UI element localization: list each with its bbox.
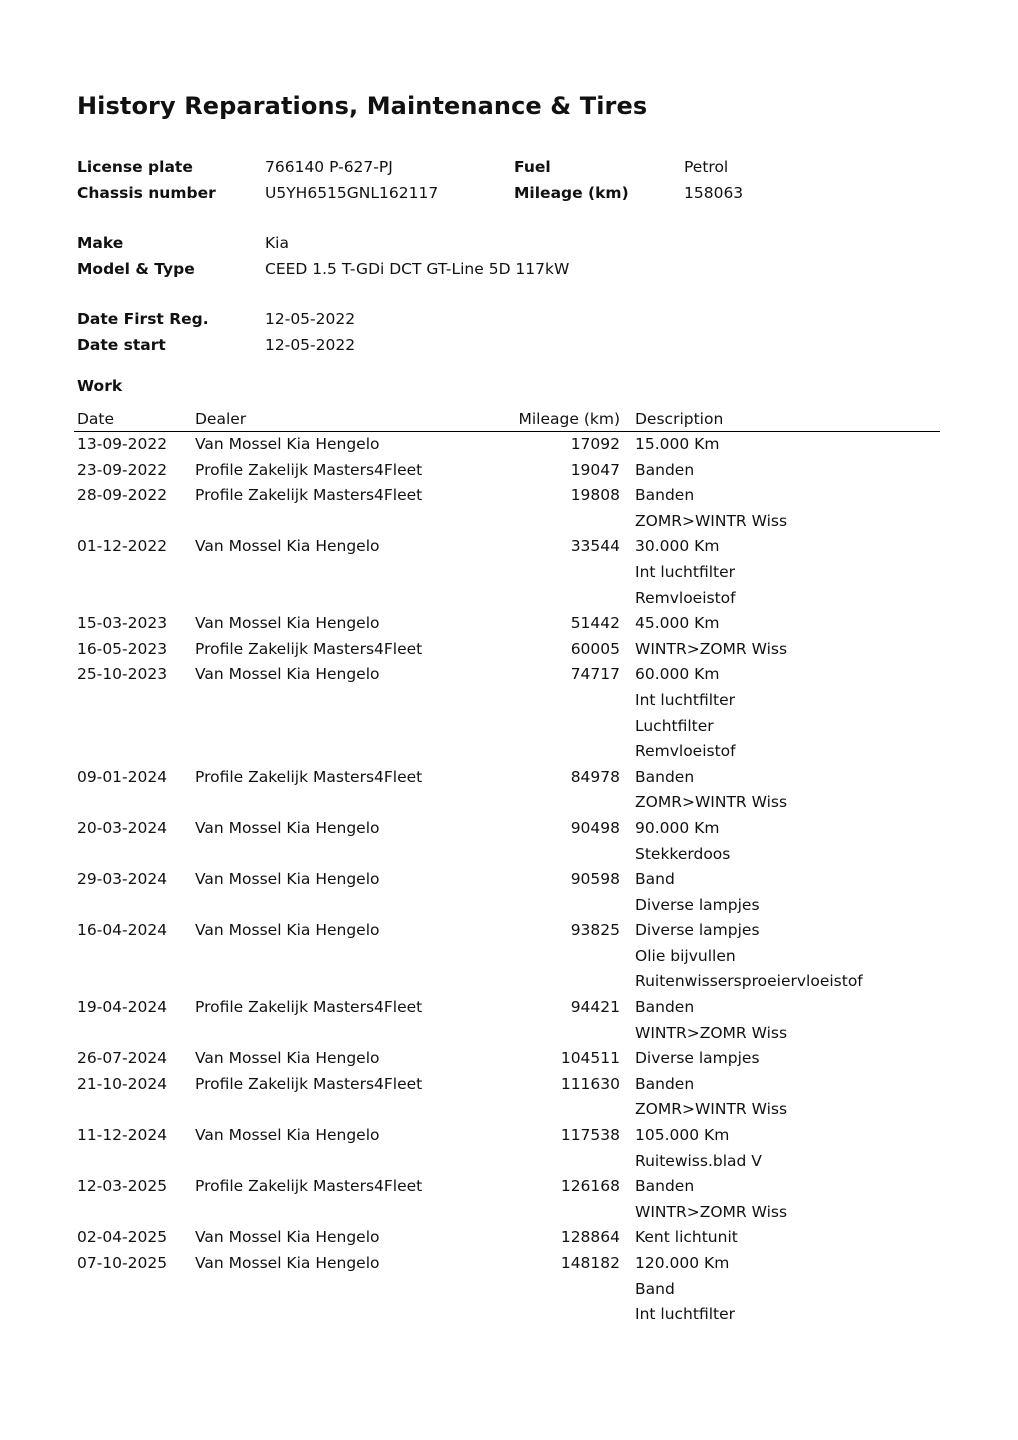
table-row-line [74, 1251, 940, 1277]
info-row-make [77, 231, 777, 257]
cell-description: 15.000 Km [635, 435, 720, 453]
cell-description: Diverse lampjes [635, 921, 760, 940]
info-row-model [77, 257, 777, 283]
cell-dealer: Profile Zakelijk Masters4Fleet [195, 767, 423, 786]
table-row [74, 765, 940, 816]
cell-description: 30.000 Km [635, 537, 720, 556]
cell-dealer: Van Mossel Kia Hengelo [195, 870, 380, 889]
info-row-first-reg [77, 307, 777, 333]
cell-mileage: 94421 [570, 998, 620, 1017]
cell-date: 11-12-2024 [77, 1126, 168, 1145]
table-row-line [74, 714, 940, 740]
table-row [74, 662, 940, 764]
cell-mileage: 90498 [570, 818, 620, 837]
cell-date: 16-04-2024 [77, 921, 168, 940]
table-row [74, 432, 940, 458]
table-row-line [74, 1200, 940, 1226]
first-reg-label: Date First Reg. [77, 309, 209, 328]
table-row-line [74, 867, 940, 893]
cell-date: 15-03-2023 [77, 614, 168, 633]
cell-description: Diverse lampjes [635, 1049, 760, 1068]
cell-description: Int luchtfilter [635, 1305, 736, 1324]
cell-description: WINTR>ZOMR Wiss [635, 1023, 788, 1042]
cell-description: Banden [635, 460, 695, 479]
cell-dealer: Profile Zakelijk Masters4Fleet [195, 998, 423, 1017]
cell-description: WINTR>ZOMR Wiss [635, 1202, 788, 1221]
cell-description: Remvloeistof [635, 588, 736, 607]
cell-description: Banden [635, 1177, 695, 1196]
table-row-line [74, 739, 940, 765]
table-row-line [74, 637, 940, 663]
cell-date: 16-05-2023 [77, 639, 168, 658]
column-header-date: Date [77, 410, 115, 428]
cell-date: 20-03-2024 [77, 818, 168, 837]
cell-description: Int luchtfilter [635, 690, 736, 709]
table-header [74, 406, 940, 432]
page-title: History Reparations, Maintenance & Tires [77, 92, 648, 120]
cell-description: ZOMR>WINTR Wiss [635, 793, 788, 812]
table-row-line [74, 611, 940, 637]
cell-mileage: 128864 [560, 1228, 620, 1247]
cell-dealer: Profile Zakelijk Masters4Fleet [195, 1074, 423, 1093]
cell-description: 105.000 Km [635, 1126, 730, 1145]
cell-dealer: Van Mossel Kia Hengelo [195, 537, 380, 556]
table-row [74, 918, 940, 995]
cell-dealer: Profile Zakelijk Masters4Fleet [195, 639, 423, 658]
cell-description: Band [635, 1279, 675, 1298]
cell-description: Remvloeistof [635, 742, 736, 761]
table-row-line [74, 944, 940, 970]
cell-dealer: Van Mossel Kia Hengelo [195, 818, 380, 837]
table-row-line [74, 790, 940, 816]
mileage-label: Mileage (km) [514, 183, 629, 202]
vehicle-info [77, 155, 777, 358]
cell-date: 29-03-2024 [77, 870, 168, 889]
info-row-license [77, 155, 777, 181]
cell-description: Banden [635, 486, 695, 505]
model-value: CEED 1.5 T-GDi DCT GT-Line 5D 117kW [265, 259, 570, 278]
cell-mileage: 148182 [560, 1254, 620, 1272]
cell-description: Ruitewiss.blad V [635, 1151, 762, 1170]
cell-date: 26-07-2024 [77, 1049, 168, 1068]
cell-dealer: Profile Zakelijk Masters4Fleet [195, 1177, 423, 1196]
make-value: Kia [265, 233, 289, 252]
table-row-line [74, 1225, 940, 1251]
cell-description: 90.000 Km [635, 818, 720, 837]
table-row [74, 458, 940, 484]
cell-description: Olie bijvullen [635, 946, 736, 965]
cell-date: 21-10-2024 [77, 1074, 168, 1093]
cell-dealer: Van Mossel Kia Hengelo [195, 1126, 380, 1145]
cell-dealer: Van Mossel Kia Hengelo [195, 614, 380, 633]
cell-description: Luchtfilter [635, 716, 714, 735]
table-row-line [74, 1123, 940, 1149]
table-row-line [74, 586, 940, 612]
cell-date: 02-04-2025 [77, 1228, 168, 1247]
model-label: Model & Type [77, 259, 195, 278]
table-row-line [74, 969, 940, 995]
mileage-value: 158063 [684, 183, 744, 202]
first-reg-value: 12-05-2022 [265, 309, 356, 328]
cell-date: 01-12-2022 [77, 537, 168, 556]
cell-description: Stekkerdoos [635, 844, 731, 863]
table-row-line [74, 816, 940, 842]
cell-date: 13-09-2022 [77, 435, 168, 453]
cell-mileage: 17092 [570, 435, 620, 453]
cell-mileage: 19047 [570, 460, 620, 479]
table-row-line [74, 509, 940, 535]
table-row-line [74, 688, 940, 714]
cell-mileage: 74717 [570, 665, 620, 684]
cell-date: 12-03-2025 [77, 1177, 168, 1196]
date-start-label: Date start [77, 335, 166, 354]
cell-mileage: 104511 [560, 1049, 620, 1068]
cell-description: Int luchtfilter [635, 562, 736, 581]
license-plate-label: License plate [77, 158, 193, 176]
cell-mileage: 126168 [560, 1177, 620, 1196]
table-row [74, 816, 940, 867]
cell-mileage: 117538 [560, 1126, 620, 1145]
table-row [74, 1123, 940, 1174]
table-row [74, 1072, 940, 1123]
table-row-line [74, 1149, 940, 1175]
table-row-line [74, 1046, 940, 1072]
fuel-label: Fuel [514, 158, 551, 176]
info-row-chassis [77, 181, 777, 207]
cell-dealer: Van Mossel Kia Hengelo [195, 1228, 380, 1247]
table-row [74, 995, 940, 1046]
cell-date: 28-09-2022 [77, 486, 168, 505]
cell-mileage: 60005 [570, 639, 620, 658]
cell-description: Kent lichtunit [635, 1228, 738, 1247]
cell-description: ZOMR>WINTR Wiss [635, 511, 788, 530]
cell-description: Band [635, 870, 675, 889]
cell-mileage: 93825 [570, 921, 620, 940]
cell-date: 19-04-2024 [77, 998, 168, 1017]
cell-mileage: 33544 [570, 537, 620, 556]
table-row-line [74, 662, 940, 688]
table-row-line [74, 483, 940, 509]
info-row-date-start [77, 333, 777, 359]
table-row-line [74, 1174, 940, 1200]
cell-dealer: Van Mossel Kia Hengelo [195, 1049, 380, 1068]
table-body [74, 432, 940, 1328]
table-row [74, 1225, 940, 1251]
table-row-line [74, 432, 940, 458]
cell-date: 25-10-2023 [77, 665, 168, 684]
cell-dealer: Van Mossel Kia Hengelo [195, 1254, 380, 1272]
cell-description: Banden [635, 1074, 695, 1093]
table-row-line [74, 765, 940, 791]
fuel-value: Petrol [684, 158, 729, 176]
table-row [74, 1174, 940, 1225]
cell-mileage: 111630 [560, 1074, 620, 1093]
cell-description: Banden [635, 767, 695, 786]
table-row-line [74, 995, 940, 1021]
cell-dealer: Van Mossel Kia Hengelo [195, 665, 380, 684]
column-header-mileage: Mileage (km) [518, 410, 620, 428]
table-row-line [74, 458, 940, 484]
cell-date: 23-09-2022 [77, 460, 168, 479]
table-row-line [74, 842, 940, 868]
table-row-line [74, 1302, 940, 1328]
cell-dealer: Profile Zakelijk Masters4Fleet [195, 460, 423, 479]
chassis-value: U5YH6515GNL162117 [265, 183, 439, 202]
chassis-label: Chassis number [77, 183, 216, 202]
table-row [74, 534, 940, 611]
table-row [74, 1046, 940, 1072]
table-row [74, 1251, 940, 1328]
cell-mileage: 51442 [570, 614, 620, 633]
cell-description: Diverse lampjes [635, 895, 760, 914]
table-row [74, 611, 940, 637]
table-row-line [74, 560, 940, 586]
work-table [74, 406, 940, 1328]
work-section-title: Work [77, 377, 123, 395]
table-row [74, 867, 940, 918]
license-plate-value: 766140 P-627-PJ [265, 158, 393, 176]
date-start-value: 12-05-2022 [265, 335, 356, 354]
table-row-line [74, 1072, 940, 1098]
cell-date: 07-10-2025 [77, 1254, 168, 1272]
cell-dealer: Profile Zakelijk Masters4Fleet [195, 486, 423, 505]
table-row-line [74, 1277, 940, 1303]
cell-description: ZOMR>WINTR Wiss [635, 1100, 788, 1119]
cell-date: 09-01-2024 [77, 767, 168, 786]
cell-description: 120.000 Km [635, 1254, 730, 1272]
table-row [74, 483, 940, 534]
table-row-line [74, 534, 940, 560]
make-label: Make [77, 233, 124, 252]
cell-description: Ruitenwissersproeiervloeistof [635, 972, 863, 991]
column-header-dealer: Dealer [195, 410, 247, 428]
table-row-line [74, 1021, 940, 1047]
cell-description: 60.000 Km [635, 665, 720, 684]
cell-dealer: Van Mossel Kia Hengelo [195, 921, 380, 940]
cell-mileage: 90598 [570, 870, 620, 889]
table-row [74, 637, 940, 663]
cell-mileage: 19808 [570, 486, 620, 505]
table-row-line [74, 893, 940, 919]
cell-description: Banden [635, 998, 695, 1017]
cell-description: 45.000 Km [635, 614, 720, 633]
column-header-description: Description [635, 410, 724, 428]
cell-description: WINTR>ZOMR Wiss [635, 639, 788, 658]
cell-dealer: Van Mossel Kia Hengelo [195, 435, 380, 453]
cell-mileage: 84978 [570, 767, 620, 786]
table-row-line [74, 1097, 940, 1123]
table-row-line [74, 918, 940, 944]
